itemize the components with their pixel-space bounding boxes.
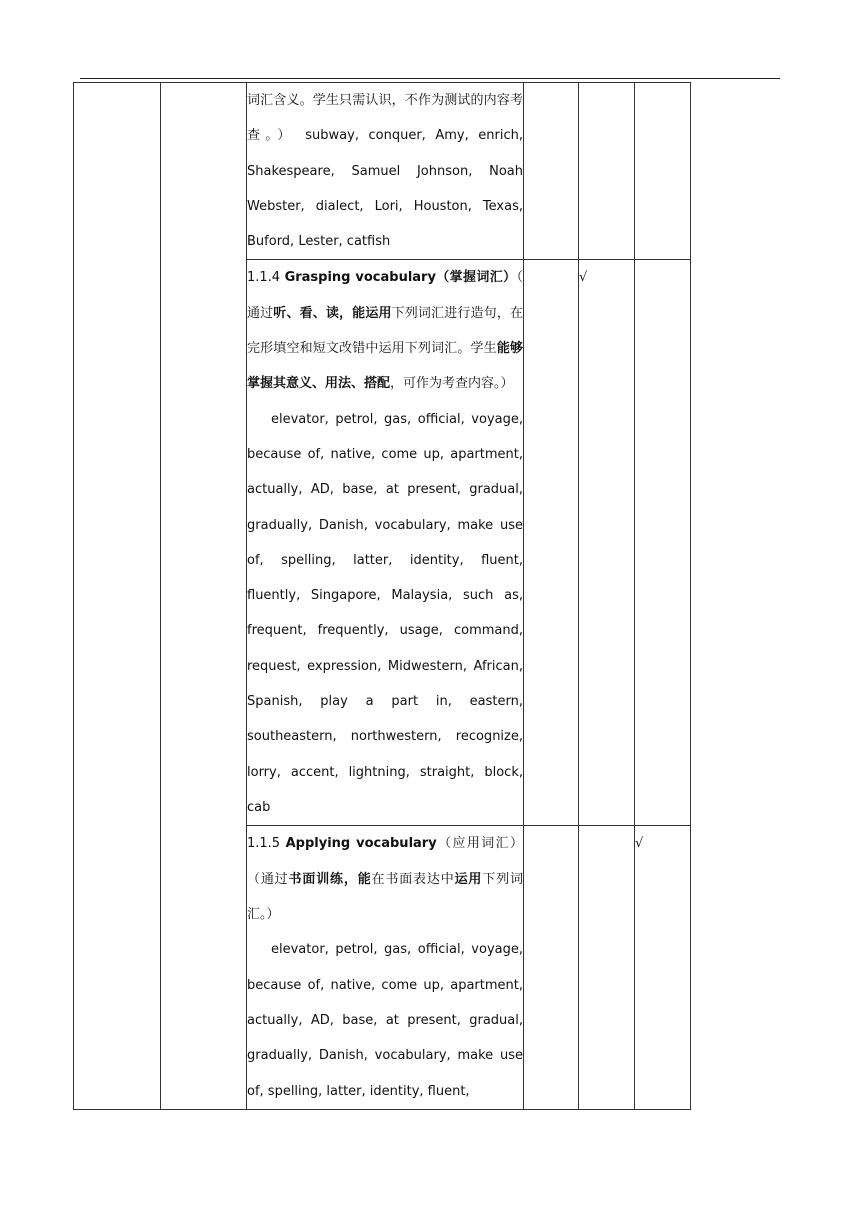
section-number: 1.1.4 xyxy=(247,270,281,286)
desc-emphasis: 书面训练，能 xyxy=(288,871,372,887)
vocabulary-list: elevator, petrol, gas, official, voyage, because of, native, come up, apartment, actually, AD, base, at present, gradual, gradually, Danish, vocabulary, make use of, spelling, latter, identity, fluent, fluently, Singapore, Malaysia, such as, frequent, frequently, usage, command, request, expression, Midwestern, African, Spanish, play a part in, eastern, southeastern, northwestern, recognize, lorry, accent, lightning, straight, block, cab xyxy=(247,411,523,815)
section-heading xyxy=(247,826,523,932)
check-cell xyxy=(524,83,579,260)
column-2-cell xyxy=(161,83,247,1110)
check-cell xyxy=(579,83,635,260)
desc-emphasis: 运用 xyxy=(454,871,483,887)
check-cell xyxy=(635,83,691,260)
content-cell xyxy=(247,260,524,826)
column-1-cell xyxy=(74,83,161,1110)
content-cell xyxy=(247,83,524,260)
checkmark: √ xyxy=(579,260,635,826)
header-rule xyxy=(80,78,780,79)
curriculum-table xyxy=(73,82,691,1110)
section-desc xyxy=(247,270,523,391)
continuation-text: 词汇含义。学生只需认识，不作为测试的内容考查。） xyxy=(247,93,523,144)
content-paragraph xyxy=(247,83,523,259)
desc-emphasis: 听、看、读，能运用 xyxy=(273,305,392,321)
section-title: Applying vocabulary xyxy=(285,836,437,852)
table-row xyxy=(74,83,691,260)
section-heading xyxy=(247,260,523,401)
checkmark xyxy=(579,826,635,1109)
checkmark xyxy=(635,260,691,826)
section-title-cn: （应用词汇） xyxy=(436,836,523,852)
section-title-cn: （掌握词汇） xyxy=(435,270,517,286)
desc-text: （通过 xyxy=(247,871,289,887)
desc-text: 在书面表达中 xyxy=(371,871,455,887)
check-cell xyxy=(524,260,579,826)
vocabulary-list: elevator, petrol, gas, official, voyage, because of, native, come up, apartment, actually, AD, base, at present, gradual, gradually, Danish, vocabulary, make use of, spelling, latter, identity, fluent, xyxy=(247,942,523,1099)
content-cell xyxy=(247,826,524,1109)
checkmark: √ xyxy=(635,826,691,1109)
section-number: 1.1.5 xyxy=(247,836,281,852)
desc-text: 下列词汇。） xyxy=(247,871,523,923)
desc-text: （ 通过 xyxy=(247,270,523,321)
section-title: Grasping vocabulary xyxy=(284,270,436,286)
section-desc xyxy=(247,872,523,922)
desc-text: ，可作为考查内容。） xyxy=(390,376,514,392)
desc-text: 下列词汇进行造句，在完形填空和短文改错中运用下列词汇。学生 xyxy=(247,305,523,357)
desc-emphasis: 能够掌握其意义、用法、搭配 xyxy=(247,341,523,392)
check-cell xyxy=(524,826,579,1109)
vocabulary-list: subway, conquer, Amy, enrich, Shakespeare, Samuel Johnson, Noah Webster, dialect, Lori, Houston, Texas, Buford, Lester, catfish xyxy=(247,128,523,250)
